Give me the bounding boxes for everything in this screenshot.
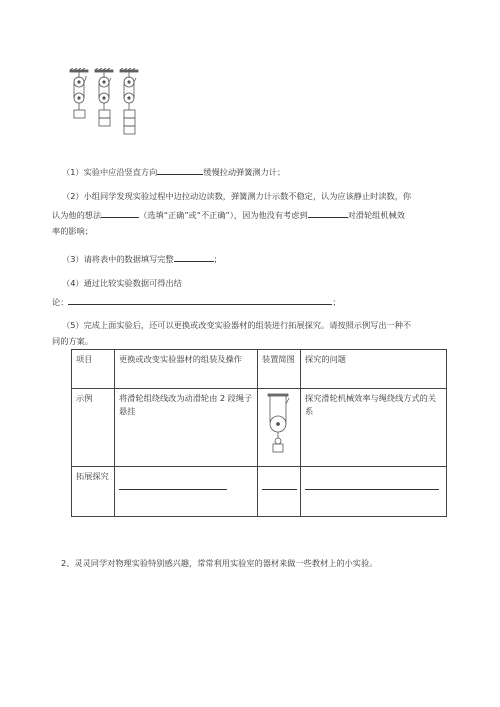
- extension-diagram-blank[interactable]: [262, 480, 297, 490]
- pulley-figure: [66, 68, 146, 136]
- question-2-next: 2、灵灵同学对物理实验特别感兴趣，常常利用实验室的器材来做一些教材上的小实验。: [61, 558, 378, 568]
- table-row-example: [72, 389, 447, 467]
- header-diagram: 装置简图: [258, 350, 301, 389]
- question-5-line-2: 同的方案。: [52, 336, 93, 346]
- question-3: [62, 252, 222, 265]
- answer-blank-2b[interactable]: [308, 208, 348, 218]
- question-4-end: ；: [332, 297, 341, 307]
- example-question: 探究滑轮机械效率与绳绕线方式的关系: [301, 389, 447, 467]
- question-3-end: ；: [213, 254, 222, 264]
- extension-operation-cell: [115, 467, 258, 517]
- example-label: 示例: [72, 389, 115, 467]
- extension-question-blank[interactable]: [305, 480, 439, 490]
- header-question: 探究的问题: [301, 350, 447, 389]
- pulley-setup-1-icon: [70, 68, 88, 118]
- question-5-line-1: （5）完成上面实验后，还可以更换或改变实验器材的组装进行拓展探究。请按照示例写出一种不: [62, 320, 412, 330]
- question-4-line-2: [52, 295, 341, 308]
- header-operation: 更换或改变实验器材的组装及操作: [115, 350, 258, 389]
- answer-blank-4[interactable]: [68, 295, 332, 305]
- extension-operation-blank[interactable]: [119, 480, 227, 490]
- answer-blank-2a[interactable]: [101, 208, 139, 218]
- pulley-setup-2-icon: [95, 68, 113, 126]
- pulley-setup-3-icon: [120, 68, 138, 134]
- question-2-text-b: （选填“正确”或“不正确”），因为他没有考虑到: [139, 210, 308, 220]
- answer-blank-3[interactable]: [174, 252, 214, 262]
- pulley-diagram-icon: [260, 392, 298, 458]
- question-1-end: 缓慢拉动弹簧测力计；: [203, 167, 286, 177]
- example-diagram-cell: [258, 389, 301, 467]
- question-1: [62, 165, 285, 178]
- question-2-line-1: （2）小组同学发现实验过程中边拉动边读数，弹簧测力计示数不稳定，认为应该静止时读数，你: [62, 191, 412, 201]
- question-4-label: 论：: [52, 297, 69, 307]
- example-operation: 将滑轮组绕线改为动滑轮由 2 段绳子悬挂: [115, 389, 258, 467]
- extension-label: 拓展探究: [72, 467, 115, 517]
- question-4-line-1: （4）通过比较实验数据可得出结: [62, 278, 182, 288]
- question-3-text: （3）请将表中的数据填写完整: [62, 254, 174, 264]
- table-row-extension: [72, 467, 447, 517]
- header-item: 项目: [72, 350, 115, 389]
- question-2-line-2: [52, 208, 405, 221]
- question-2-text-a: 认为他的想法: [52, 210, 102, 220]
- experiment-table: [71, 349, 447, 517]
- question-2-text-c: 对滑轮组机械效: [347, 210, 405, 220]
- answer-blank-1[interactable]: [157, 165, 203, 175]
- question-2-line-3: 率的影响；: [52, 226, 93, 236]
- question-1-text: （1）实验中应沿竖直方向: [62, 167, 158, 177]
- extension-question-cell: [301, 467, 447, 517]
- extension-diagram-cell: [258, 467, 301, 517]
- table-header-row: [72, 350, 447, 389]
